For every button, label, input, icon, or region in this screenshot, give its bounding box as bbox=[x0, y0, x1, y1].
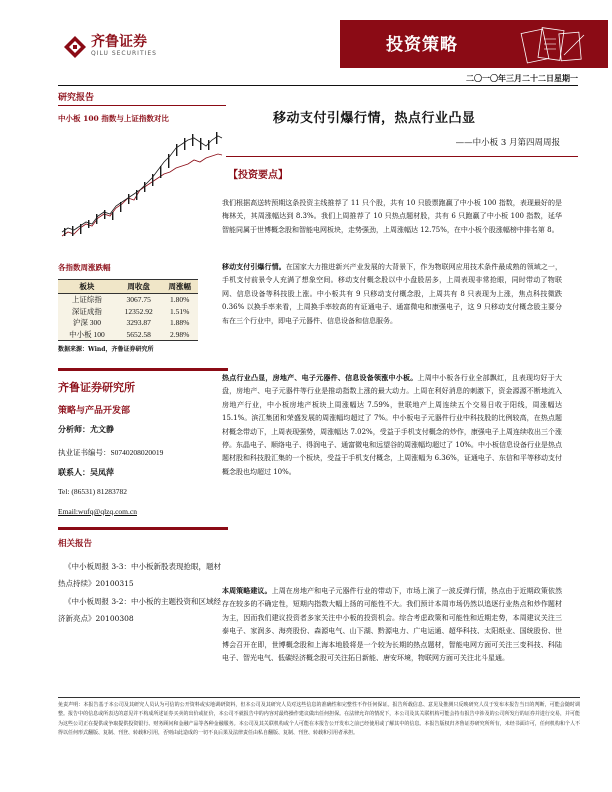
page-header bbox=[0, 0, 612, 83]
chart-series-line bbox=[62, 154, 222, 236]
table-row bbox=[58, 294, 198, 306]
banner-title: 投资策略 bbox=[386, 35, 458, 55]
report-subtitle: ——中小板 3 月第四周周报 bbox=[455, 138, 560, 148]
data-source: 数据来源：Wind，齐鲁证券研究所 bbox=[58, 346, 154, 353]
index-comparison-chart bbox=[58, 128, 226, 246]
table-row bbox=[58, 306, 198, 318]
email-link[interactable]: Email:wufq@qlzq.com.cn bbox=[58, 507, 137, 516]
header-banner bbox=[340, 20, 608, 68]
table-cell: 中小板 100 bbox=[58, 329, 116, 341]
table-cell: 1.51% bbox=[161, 306, 198, 318]
table-cell: 5652.58 bbox=[116, 329, 162, 341]
certificate-number: 执业证书编号：S0740208020019 bbox=[58, 448, 164, 457]
telephone: Tel: (86531) 81283782 bbox=[58, 487, 128, 496]
analyst-name: 尤文静 bbox=[90, 424, 114, 434]
analyst bbox=[58, 424, 114, 435]
table-cell: 3293.87 bbox=[116, 317, 162, 329]
sidebar bbox=[58, 90, 226, 623]
related-reports-title: 相关报告 bbox=[58, 539, 93, 549]
logo-text-en: QILU SECURITIES bbox=[91, 50, 157, 57]
table-cell: 1.88% bbox=[161, 317, 198, 329]
chart-title: 中小板 100 指数与上证指数对比 bbox=[58, 114, 169, 123]
report-type: 研究报告 bbox=[58, 93, 95, 103]
table-cell: 12352.92 bbox=[116, 306, 162, 318]
related-report-item[interactable]: 《中小板周报 3-3：中小板新股表现抢眼，题材热点持续》20100315 bbox=[58, 562, 221, 588]
table-cell: 3067.75 bbox=[116, 294, 162, 306]
report-title: 移动支付引爆行情，热点行业凸显 bbox=[273, 111, 476, 126]
paragraph bbox=[222, 371, 562, 479]
paragraph-lead: 热点行业凸显，房地产、电子元器件、信息设备领涨中小板。 bbox=[222, 373, 418, 382]
title-rule bbox=[226, 156, 578, 157]
table-cell: 2.98% bbox=[161, 329, 198, 341]
table-cell: 深证成指 bbox=[58, 306, 116, 318]
chart-series-line bbox=[62, 136, 222, 232]
report-date: 二〇一〇年三月二十二日星期一 bbox=[466, 73, 578, 83]
table-header: 板块 bbox=[58, 280, 116, 294]
table-cell: 上证综指 bbox=[58, 294, 116, 306]
paragraph-body: 在国家大力推进新兴产业发展的大背景下，作为物联网应用技术条件最成熟的领域之一，手机支付前景令人充满了想象空间。移动支付概念股以中小盘股居多，上周表现非常抢眼，同时带动了物联网、信息设备等科技股上涨。中小板共有 9 只移动支付概念股，上周共有 8 只表现为上涨，焦点科技微跌 0.36% 以换手率来看，上周换手率较高的有证通电子、通富微电和康强电子，这 9 只移动支付概念股主要分布在三个行业中，即电子元器件、信息设备和信息服务。 bbox=[222, 263, 562, 325]
table-cell: 沪深 300 bbox=[58, 317, 116, 329]
paragraph-body: 上周中小板各行业全部飘红，且表现均好于大盘，房地产、电子元器件等行业是推动指数上涨的最大动力。上周在利好消息的刺激下，资金源源不断地流入房地产行业，中小板房地产板块上周涨幅达 7.59%，世联地产上周连续五个交易日收于阳线，周涨幅达 15.1%。滨江集团和荣盛发展的周涨幅均超过了 7%。中小板电子元器件行业中科技股的比例较高，在热点题材概念带动下，上周表现强势，周涨幅达 7.02%，受益于手机支付概念的炒作，康强电子上周连续收出三个涨停。东晶电子、顺络电子、得润电子、通富微电和远望谷的周涨幅均超过了 10%。中小板信息设备行业是热点题材股和科技股汇集的一个板块，受益于手机支付概念，上周涨幅为 6.36%，证通电子、东信和平等移动支付概念股也均超过 10%。 bbox=[222, 374, 563, 476]
related-report-item[interactable]: 《中小板周报 3-2：中小板的主题投资和区域经济新亮点》20100308 bbox=[58, 597, 221, 623]
logo-text-cn: 齐鲁证券 bbox=[91, 34, 147, 50]
analyst-label: 分析师： bbox=[58, 424, 90, 434]
logo-mark-icon bbox=[62, 34, 88, 58]
table-header: 周涨幅 bbox=[161, 280, 198, 294]
sidebar-divider bbox=[58, 527, 228, 530]
liaison bbox=[58, 467, 114, 478]
paragraph-body: 上周在房地产和电子元器件行业的带动下，市场上演了一波反弹行情，热点由于近期政策依然存在较多的不确定性，短期内指数大幅上扬的可能性不大。我们预计本周市场仍然以追逐行业热点和炒作题材为主，因而我们建议投资者多家关注中小板的投资机会。综合考虑政策和可能性和近期走势，本周建议关注三泰电子、家润多、海亮股份、森源电气、山下湖、黔源电力、广电运通、超华科技、太阳纸业、国统股份、世博会召开在即，世博概念股和上海本地股将是一个较为长期的热点题材，智能电网方面可关注三变科技、科陆电子、智光电气、低碳经济概念股可关注拓日新能、唐安环境，物联网方面可关注北斗星通。 bbox=[222, 587, 563, 663]
table-row bbox=[58, 329, 198, 341]
section-heading: 【投资要点】 bbox=[228, 170, 288, 181]
paragraph bbox=[222, 260, 562, 328]
index-table bbox=[58, 279, 198, 341]
paragraph-lead: 移动支付引爆行情。 bbox=[222, 262, 286, 271]
table-row bbox=[58, 317, 198, 329]
paragraph-lead: 本周策略建议。 bbox=[222, 586, 272, 595]
department-name: 策略与产品开发部 bbox=[58, 406, 131, 416]
liaison-label: 联系人： bbox=[58, 467, 90, 477]
sidebar-divider bbox=[58, 368, 228, 371]
liaison-name: 吴凤萍 bbox=[90, 467, 114, 477]
table-title: 各指数周涨跌幅 bbox=[58, 263, 111, 272]
institute-name: 齐鲁证券研究所 bbox=[58, 381, 135, 394]
company-logo bbox=[62, 34, 157, 58]
sidebar-rule bbox=[58, 105, 226, 106]
disclaimer: 免责声明：本报告基于本公司及其研究人员认为可信的公开资料或实地调研资料，但本公司及其研究人员对这些信息的准确性和完整性不作任何保证。报告所载信息、意见及推测只反映研究人员于发布本报告当日的判断，可能会随时调整。报告中的信息或所表达的意见并不构成所述证券买卖的出价或征价，本公司不就报告中的内容对最终操作建议做出任何担保。在法律允许的情况下，本公司及其关联机构可能会持有报告中涉及的公司所发行的证券并进行交易，并可能为这些公司正在提供或争取提供投资银行、财务顾问和金融产品等各种金融服务。本公司及其关联机构或个人可能在本报告公开发布之前已经使用或了解其中的信息。本报告版权归齐鲁证券研究所所有，未经书面许可，任何机构和个人不得以任何形式翻版、复制、刊登、转载和引用，否则由此造成的一切不良后果及法律责任由私自翻版、复制、刊登、转载和引用者承担。 bbox=[58, 702, 580, 737]
documents-illustration-icon bbox=[504, 25, 594, 65]
table-cell: 1.80% bbox=[161, 294, 198, 306]
paragraph bbox=[222, 584, 562, 665]
footer-rule bbox=[58, 697, 580, 698]
table-header: 周收盘 bbox=[116, 280, 162, 294]
header-rule bbox=[58, 85, 578, 86]
paragraph: 我们根据高送转预期这条投资主线推荐了 11 只个股，共有 10 只股票跑赢了中小板 100 指数，表现最好的是梅林关，其周涨幅达到 8.3%。我们上周推荐了 10 只热点题材股，共有 6 只跑赢了中小板 100 指数，延华智能同属于世博概念股和智能电网板块，走势强劲，上周涨幅达 12.75%，在中小板个股涨幅榜中排名第 8。 bbox=[222, 199, 562, 234]
